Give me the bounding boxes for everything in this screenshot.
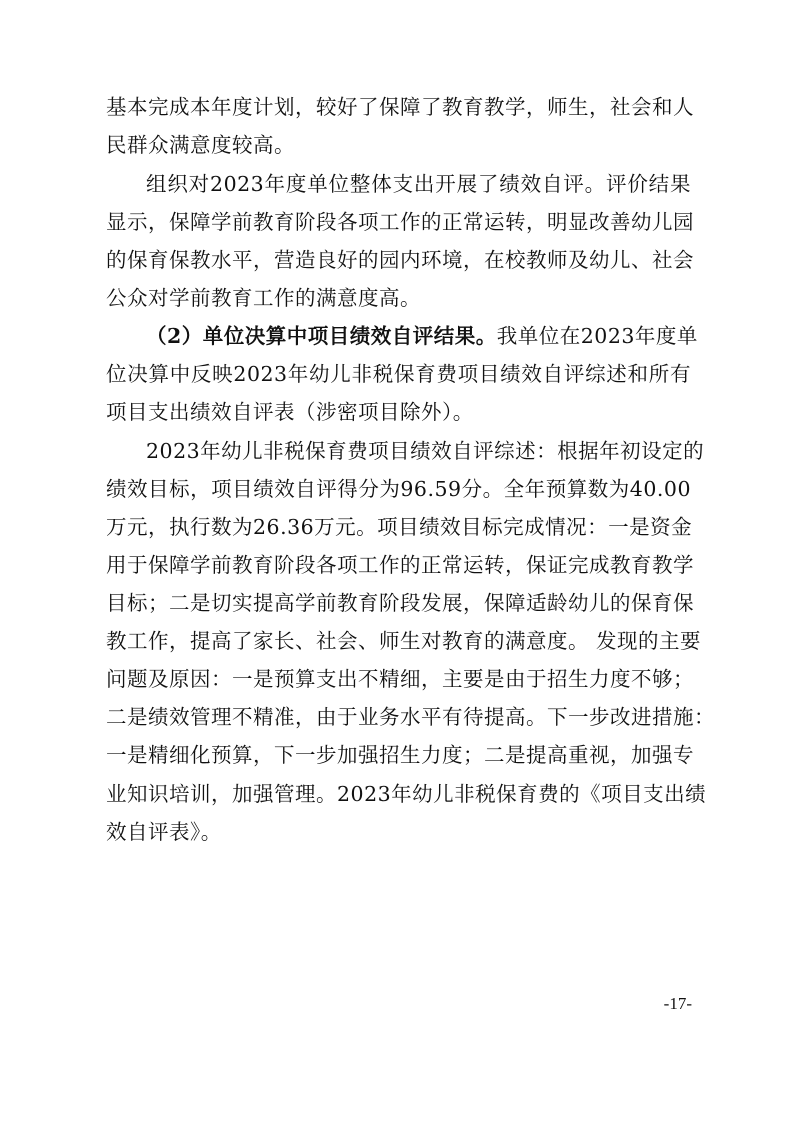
text-line-continuation: 我单位在2023年度单: [496, 324, 698, 348]
text-line: 位决算中反映2023年幼儿非税保育费项目绩效自评综述和所有: [106, 362, 691, 386]
text-line: 显示，保障学前教育阶段各项工作的正常运转，明显改善幼儿园: [106, 210, 694, 234]
text-line: 组织对2023年度单位整体支出开展了绩效自评。评价结果: [146, 172, 691, 196]
text-line: 二是绩效管理不精准，由于业务水平有待提高。下一步改进措施：: [106, 705, 715, 729]
text-line: 效自评表》。: [106, 820, 222, 844]
text-line: 用于保障学前教育阶段各项工作的正常运转，保证完成教育教学: [106, 553, 694, 577]
text-line: 业知识培训，加强管理。2023年幼儿非税保育费的《项目支出绩: [106, 782, 707, 806]
text-line: 2023年幼儿非税保育费项目绩效自评综述：根据年初设定的: [146, 439, 705, 463]
text-line: 的保育保教水平，营造良好的园内环境，在校教师及幼儿、社会: [106, 248, 694, 272]
text-line: 万元，执行数为26.36万元。项目绩效目标完成情况：一是资金: [106, 515, 693, 539]
text-line: 项目支出绩效自评表（涉密项目除外）。: [106, 400, 474, 424]
text-line: 公众对学前教育工作的满意度高。: [106, 286, 421, 310]
text-line: 民群众满意度较高。: [106, 133, 295, 157]
section-heading: （2）单位决算中项目绩效自评结果。: [146, 324, 497, 348]
text-line: 一是精细化预算，下一步加强招生力度；二是提高重视，加强专: [106, 743, 694, 767]
text-line: 问题及原因：一是预算支出不精细，主要是由于招生力度不够；: [106, 667, 694, 691]
section-heading-line: [146, 320, 698, 352]
page-number: -17-: [663, 994, 692, 1013]
text-line: 基本完成本年度计划，较好了保障了教育教学，师生，社会和人: [106, 95, 694, 119]
text-line: 目标；二是切实提高学前教育阶段发展，保障适龄幼儿的保育保: [106, 591, 694, 615]
text-line: 教工作，提高了家长、社会、师生对教育的满意度。 发现的主要: [106, 629, 702, 653]
text-line: 绩效目标，项目绩效自评得分为96.59分。全年预算数为40.00: [106, 477, 691, 501]
